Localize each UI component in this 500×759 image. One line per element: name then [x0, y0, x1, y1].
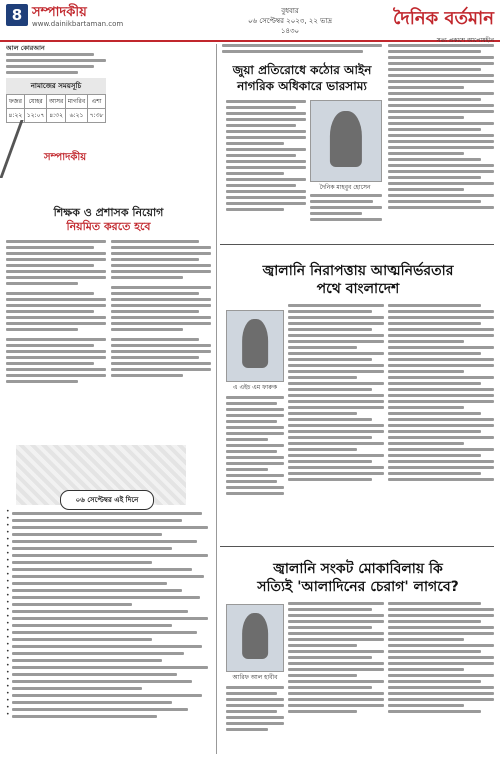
story3-headline[interactable]: জ্বালানি সংকট মোকাবিলায় কি সত্যিই 'আলাদিনের চেরাগ' লাগবে? [257, 561, 459, 595]
prayer-header: মাগরিব [65, 95, 87, 109]
editorial-label: সম্পাদকীয় [44, 152, 87, 163]
editorial-badge [6, 120, 106, 184]
page-number: 8 [6, 4, 28, 26]
full-date: ০৬ সেপ্টেম্বর ২০২৩, ২২ ভাদ্র ১৪৩০ [247, 17, 333, 35]
editorial-body-col2 [111, 240, 211, 440]
prayer-header: আসর [47, 95, 65, 109]
story2-author-photo [226, 310, 284, 382]
story1-lead [222, 44, 382, 60]
logo-text: দৈনিক বর্তমান [393, 8, 494, 29]
quran-column [6, 44, 106, 123]
story1-photo-caption: দৈনিক মাহবুব হোসেন [319, 184, 371, 191]
weekday: বুধবার [281, 7, 299, 15]
story2-body-b [226, 396, 284, 536]
quran-label: আল কোরআন [6, 44, 45, 52]
prayer-header: এশা [88, 95, 106, 109]
newspaper-logo [393, 4, 494, 46]
prayer-header: যোহর [24, 95, 47, 109]
story3-body-a [288, 602, 384, 752]
story2-body-a [288, 304, 384, 544]
prayer-time: ৬:২১ [65, 109, 87, 123]
section-name: সম্পাদকীয় [32, 5, 87, 20]
prayer-time: ৪:৩২ [47, 109, 65, 123]
story1-body-b [310, 194, 382, 234]
story3-author-photo [226, 604, 284, 672]
pen-icon [0, 120, 46, 178]
prayer-times-title: নামাজের সময়সূচি [6, 78, 106, 94]
prayer-times-table [6, 94, 106, 123]
story3-body-c [388, 602, 494, 752]
prayer-time: ১২:০৭ [24, 109, 47, 123]
page-header [0, 0, 500, 42]
story2-headline[interactable]: জ্বালানি নিরাপত্তায় আত্মনির্ভরতার পথে বাংলাদেশ [262, 263, 454, 297]
story2-photo-caption: এ এইচ এম ফারুক [232, 384, 278, 391]
story2-body-c [388, 304, 494, 544]
on-this-day-badge: ০৬ সেপ্টেম্বর এই দিনে [60, 490, 154, 510]
story3-photo-caption: আরিফ আল হাবীব [232, 674, 278, 681]
person-silhouette-icon [330, 111, 362, 167]
person-silhouette-icon [242, 613, 268, 659]
editorial-headline[interactable]: শিক্ষক ও প্রশাসক নিয়োগ নিয়মিত করতে হবে [53, 206, 164, 233]
story1-body-a [226, 100, 306, 230]
logo-tagline: সত্য প্রকাশে আপোষহীন [436, 37, 494, 44]
person-silhouette-icon [242, 319, 268, 368]
story3-body-b [226, 686, 284, 752]
story1-body-c [388, 44, 494, 244]
on-this-day-list [6, 512, 212, 722]
issue-date [245, 6, 335, 36]
editorial-body-col1 [6, 240, 106, 440]
story1-headline[interactable]: জুয়া প্রতিরোধে কঠোর আইন নাগরিক অধিকারে ভারসাম্য [232, 63, 372, 93]
website-url[interactable]: www.dainikbartaman.com [32, 20, 124, 28]
story1-author-photo [310, 100, 382, 182]
prayer-time: ৭:৩৮ [88, 109, 106, 123]
prayer-header: ফজর [7, 95, 25, 109]
prayer-time: ৪:২২ [7, 109, 25, 123]
